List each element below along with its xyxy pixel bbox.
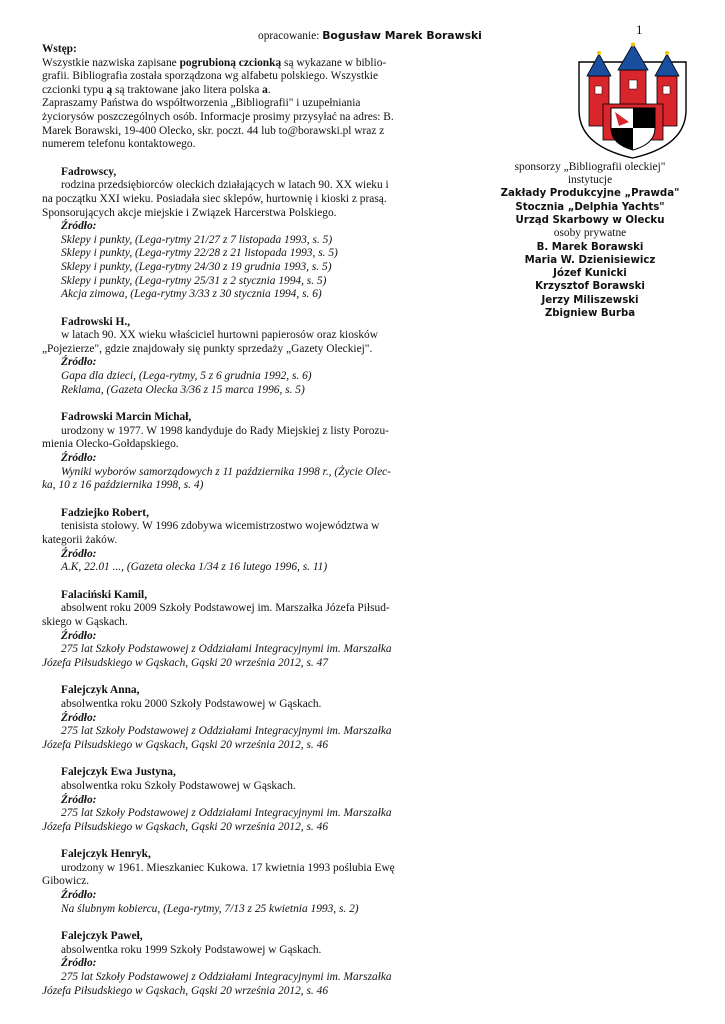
bibliography-entry xyxy=(42,411,417,493)
page-number: 1 xyxy=(636,22,643,37)
entry-name: Falejczyk Henryk, xyxy=(61,848,151,861)
entry-name: Fadziejko Robert, xyxy=(61,506,149,519)
intro-text: . xyxy=(267,83,271,96)
intro-bold-text: pogrubioną czcionką xyxy=(179,56,282,69)
entry-description: mienia Olecko-Gołdapskiego. xyxy=(42,438,179,451)
intro-text: są traktowane jako litera polska xyxy=(112,83,263,96)
sponsor-person: Józef Kunicki xyxy=(553,268,627,280)
entry-source: Józefa Piłsudskiego w Gąskach, Gąski 20 września 2012, s. 46 xyxy=(42,820,329,833)
entry-source: Na ślubnym kobiercu, (Lega-rytmy, 7/13 z 25 kwietnia 1993, s. 2) xyxy=(61,902,359,915)
entry-source: Józefa Piłsudskiego w Gąskach, Gąski 20 września 2012, s. 47 xyxy=(42,656,329,669)
bibliography-entry xyxy=(42,930,417,998)
entry-description: tenisista stołowy. W 1996 zdobywa wicemistrzostwo województwa w xyxy=(61,520,380,533)
entry-description: Gibowicz. xyxy=(42,875,90,888)
entry-description: kategorii żaków. xyxy=(42,534,118,546)
entry-description: urodzony w 1961. Mieszkaniec Kukowa. 17 kwietnia 1993 poślubia Ewę xyxy=(61,861,395,874)
bibliography-entry xyxy=(42,589,417,671)
entry-source: 275 lat Szkoły Podstawowej z Oddziałami Integracyjnymi im. Marszałka xyxy=(61,971,392,984)
bibliography-entry xyxy=(42,684,417,752)
entry-source-label: Źródło: xyxy=(61,547,97,560)
sponsor-person: Krzysztof Borawski xyxy=(535,281,645,293)
intro-text: Wszystkie nazwiska zapisane xyxy=(42,56,180,69)
entry-source: 275 lat Szkoły Podstawowej z Oddziałami Integracyjnymi im. Marszałka xyxy=(61,807,392,820)
intro-bold-text: ą xyxy=(106,83,113,96)
bibliography-entry xyxy=(42,316,417,398)
entry-name: Fadrowscy, xyxy=(61,165,117,178)
entry-source: ka, 10 z 16 października 1998, s. 4) xyxy=(42,479,204,492)
bibliography-entry xyxy=(42,766,417,834)
entry-name: Falejczyk Anna, xyxy=(61,684,140,697)
entry-source: 275 lat Szkoły Podstawowej z Oddziałami Integracyjnymi im. Marszałka xyxy=(61,725,392,738)
entry-description: w latach 90. XX wieku właściciel hurtowni papierosów oraz kiosków xyxy=(61,329,378,342)
entry-description: urodzony w 1977. W 1998 kandyduje do Rady Miejskiej z listy Porozu- xyxy=(61,424,389,437)
byline-author: Bogusław Marek Borawski xyxy=(322,29,482,42)
entry-description: „Pojezierze", gdzie znajdowały się punkty sprzedaży „Gazety Oleckiej". xyxy=(42,342,373,355)
entry-description: absolwent roku 2009 Szkoły Podstawowej im. Marszałka Józefa Piłsud- xyxy=(61,602,390,615)
entry-source: 275 lat Szkoły Podstawowej z Oddziałami Integracyjnymi im. Marszałka xyxy=(61,643,392,656)
byline-prefix: opracowanie: xyxy=(258,30,323,42)
olecko-coat-of-arms-icon xyxy=(563,42,702,160)
entry-source: Gapa dla dzieci, (Lega-rytmy, 5 z 6 grudnia 1992, s. 6) xyxy=(61,370,312,383)
entry-source: Akcja zimowa, (Lega-rytmy 3/33 z 30 stycznia 1994, s. 6) xyxy=(61,288,322,301)
entry-name: Falaciński Kamil, xyxy=(61,588,148,601)
bibliography-entry xyxy=(42,507,417,575)
entry-source-label: Źródło: xyxy=(61,629,97,642)
byline xyxy=(258,29,482,44)
intro-text: są wykazane w biblio- xyxy=(281,56,387,69)
intro-line: numerem telefonu kontaktowego. xyxy=(42,138,196,151)
intro-section xyxy=(42,43,417,152)
entry-name: Fadrowski H., xyxy=(61,315,131,328)
entry-name: Falejczyk Paweł, xyxy=(61,930,143,943)
entry-source: Józefa Piłsudskiego w Gąskach, Gąski 20 września 2012, s. 46 xyxy=(42,738,329,751)
sponsors-institutions-label: instytucje xyxy=(567,174,613,187)
entry-source: Reklama, (Gazeta Olecka 3/36 z 15 marca 1996, s. 5) xyxy=(61,383,305,396)
entry-description: skiego w Gąskach. xyxy=(42,615,128,628)
sponsor-institution: Stocznia „Delphia Yachts" xyxy=(515,201,665,213)
intro-line: życiorysów poszczególnych osób. Informacje prosimy przysyłać na adres: B. xyxy=(42,110,394,123)
entry-source-label: Źródło: xyxy=(61,220,97,233)
entry-source-label: Źródło: xyxy=(61,452,97,465)
entry-source-label: Źródło: xyxy=(61,711,97,724)
intro-text: czcionki typu xyxy=(42,83,107,96)
entry-description: na początku XXI wieku. Posiadała siec sklepów, hurtownię i kioski z prasą. xyxy=(42,192,387,205)
entry-name: Fadrowski Marcin Michał, xyxy=(61,411,192,424)
sponsor-person: Zbigniew Burba xyxy=(544,307,636,319)
entry-source: A.K, 22.01 ..., (Gazeta olecka 1/34 z 16 lutego 1996, s. 11) xyxy=(61,561,328,574)
entry-description: absolwentka roku Szkoły Podstawowej w Gąskach. xyxy=(61,779,296,792)
intro-line: Marek Borawski, 19-400 Olecko, skr. poczt. 44 lub to@borawski.pl wraz z xyxy=(42,124,385,137)
sponsor-person: B. Marek Borawski xyxy=(536,241,644,253)
entry-source: Sklepy i punkty, (Lega-rytmy 25/31 z 2 stycznia 1994, s. 5) xyxy=(61,274,327,287)
bibliography-entry xyxy=(42,848,417,916)
sponsors-panel xyxy=(490,161,690,320)
entry-source: Sklepy i punkty, (Lega-rytmy 24/30 z 19 grudnia 1993, s. 5) xyxy=(61,260,332,273)
intro-bold-text: a xyxy=(262,83,268,96)
entry-source-label: Źródło: xyxy=(61,889,97,902)
sponsor-institution: Urząd Skarbowy w Olecku xyxy=(515,215,665,226)
entry-description: Sponsorujących akcje miejskie i Związek Harcerstwa Polskiego. xyxy=(42,206,337,219)
entry-source: Sklepy i punkty, (Lega-rytmy 22/28 z 21 listopada 1993, s. 5) xyxy=(61,247,338,260)
sponsor-person: Maria W. Dzienisiewicz xyxy=(524,254,656,266)
entry-description: absolwentka roku 2000 Szkoły Podstawowej w Gąskach. xyxy=(61,697,322,710)
entry-description: rodzina przedsiębiorców oleckich działających w latach 90. XX wieku i xyxy=(61,179,389,192)
intro-line: Zapraszamy Państwa do współtworzenia „Bibliografii" i uzupełniania xyxy=(42,97,361,110)
sponsor-institution: Zakłady Produkcyjne „Prawda" xyxy=(500,188,680,200)
sponsors-private-label: osoby prywatne xyxy=(553,227,627,240)
entries-list xyxy=(42,166,417,998)
entry-source: Sklepy i punkty, (Lega-rytmy 21/27 z 7 listopada 1993, s. 5) xyxy=(61,233,333,246)
entry-name: Falejczyk Ewa Justyna, xyxy=(61,766,176,779)
intro-line xyxy=(42,84,417,98)
sponsors-title: sponsorzy „Bibliografii oleckiej" xyxy=(514,161,666,173)
intro-line xyxy=(42,57,417,71)
entry-source-label: Źródło: xyxy=(61,793,97,806)
entry-description: absolwentka roku 1999 Szkoły Podstawowej w Gąskach. xyxy=(61,943,322,956)
entry-source: Wyniki wyborów samorządowych z 11 października 1998 r., (Życie Olec- xyxy=(61,465,391,478)
intro-line: grafii. Bibliografia została sporządzona wg alfabetu polskiego. Wszystkie xyxy=(42,70,379,83)
entry-source-label: Źródło: xyxy=(61,957,97,970)
entry-source: Józefa Piłsudskiego w Gąskach, Gąski 20 września 2012, s. 46 xyxy=(42,984,329,997)
bibliography-column xyxy=(42,43,417,998)
intro-title: Wstęp: xyxy=(42,43,77,55)
bibliography-entry xyxy=(42,166,417,302)
sponsor-person: Jerzy Miliszewski xyxy=(541,294,639,306)
entry-source-label: Źródło: xyxy=(61,356,97,369)
